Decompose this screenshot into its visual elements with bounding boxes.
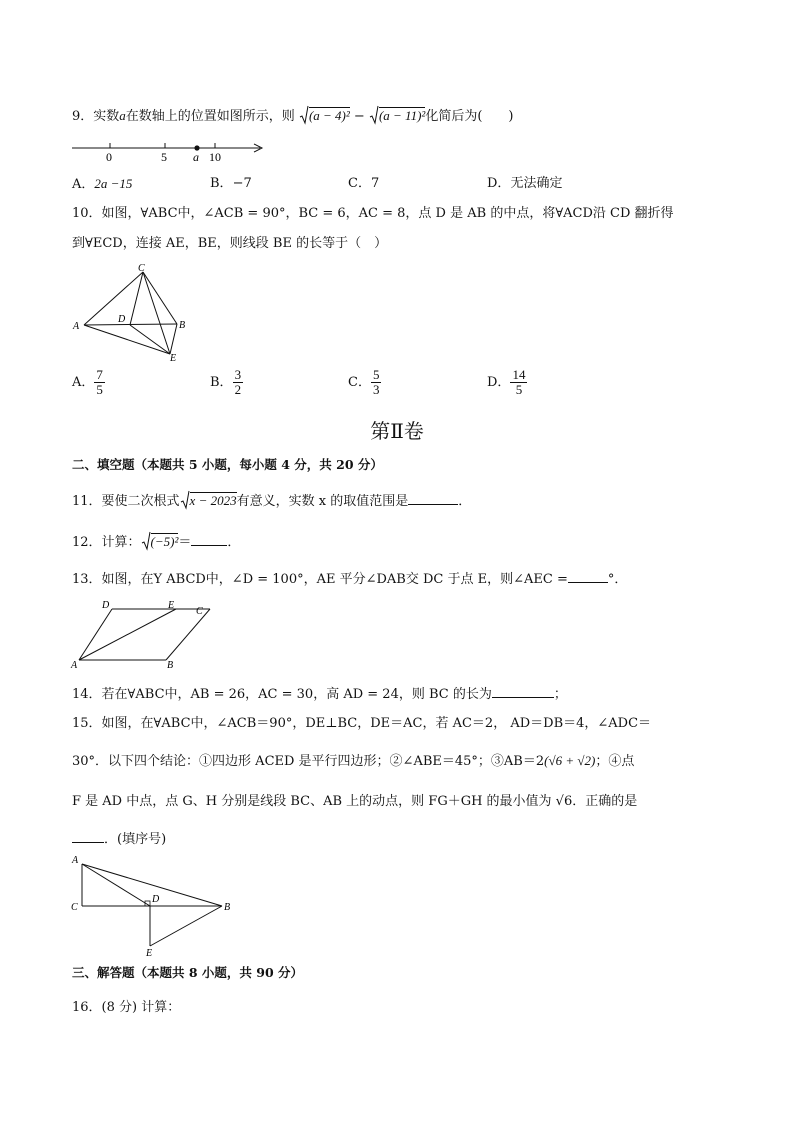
q9-mid: 在数轴上的位置如图所示，则: [125, 109, 295, 124]
q9-suffix: 化简后为( ): [425, 109, 514, 124]
q10-figure: [70, 262, 195, 362]
q15-stem-line4: ．(填序号): [72, 830, 166, 849]
q9-option-d: D．无法确定: [487, 176, 563, 191]
label-c: C: [196, 606, 203, 617]
q10-stem-line2: 到∀ECD，连接 AE，BE，则线段 BE 的长等于（ ）: [72, 236, 388, 251]
q9-option-b: B．−7: [210, 176, 252, 191]
tick-0: 0: [106, 150, 112, 164]
label-b: B: [224, 902, 231, 913]
q10-option-c: C． $\frac{5}{3}$: [348, 367, 380, 397]
q10-stem-line1: 10．如图，∀ABC中，∠ACB = 90°，BC = 6，AC = 8，点 D 是 AB 的中点，将∀ACD沿 CD 翻折得: [72, 206, 674, 221]
label-b: B: [179, 320, 186, 331]
tick-10: 10: [209, 150, 221, 164]
tick-a: a: [193, 150, 199, 164]
label-e: E: [170, 353, 177, 362]
label-d: D: [102, 600, 110, 611]
radical-icon: [369, 105, 379, 125]
label-e: E: [146, 948, 153, 958]
q11-radical: x − 2023: [180, 492, 237, 511]
q11-answer-blank[interactable]: [408, 492, 458, 505]
label-c: C: [71, 902, 78, 913]
label-e: E: [168, 600, 175, 611]
q9-prefix: 9．实数: [72, 109, 120, 124]
q9-radical-1: [299, 107, 350, 126]
label-a: A: [73, 321, 80, 332]
q15-stem-line2: 30°．以下四个结论：①四边形 ACED 是平行四边形；②∠ABE＝45°；③AB＝2(√6 + √2)；④点: [72, 753, 635, 769]
q9-stem: [72, 107, 513, 126]
q13-answer-blank[interactable]: [568, 570, 608, 583]
tick-5: 5: [161, 150, 167, 164]
label-d: D: [152, 894, 160, 905]
q9-option-a: A．2a −15: [72, 176, 133, 192]
radical-icon: [299, 105, 309, 125]
q12-radical: (−5)²: [141, 533, 179, 552]
radical-icon: [141, 531, 151, 551]
label-a: A: [71, 660, 78, 671]
q14-answer-blank[interactable]: [492, 685, 554, 698]
q15-stem-line3: F 是 AD 中点，点 G、H 分别是线段 BC、AB 上的动点，则 FG＋GH 的最小值为 √6．正确的是: [72, 794, 638, 809]
q9-var: a: [119, 108, 126, 123]
q14-stem: 14．若在∀ABC中，AB = 26，AC = 30，高 AD = 24，则 BC 的长为 ；: [72, 687, 567, 702]
part3-heading: 三、解答题（本题共 8 小题，共 90 分）: [72, 965, 304, 980]
q9-expr1: (a − 4)²: [308, 108, 350, 123]
q9-expr2: (a − 11)²: [378, 108, 426, 123]
label-b: B: [167, 660, 174, 671]
q11-stem: 11．要使二次根式 x − 2023有意义，实数 x 的取值范围是 ．: [72, 492, 471, 511]
q15-stem-line1: 15．如图，在∀ABC中，∠ACB＝90°，DE⊥BC，DE＝AC，若 AC＝2， AD＝DB＝4，∠ADC＝: [72, 716, 652, 731]
label-a: A: [72, 855, 79, 866]
q15-figure: [70, 854, 240, 958]
q9-radical-2: [369, 107, 425, 126]
label-d: D: [118, 314, 126, 325]
q16-stem: 16．(8 分) 计算：: [72, 1000, 181, 1015]
q10-option-d: D． $\frac{14}{5}$: [487, 367, 526, 397]
q13-stem: 13．如图，在Y ABCD中，∠D = 100°，AE 平分∠DAB交 DC 于点 E，则∠AEC = °．: [72, 572, 628, 587]
q15-answer-blank[interactable]: [72, 830, 104, 843]
q13-figure: [70, 598, 220, 672]
label-c: C: [138, 263, 145, 274]
q9-minus: −: [349, 109, 369, 124]
q10-option-b: B． $\frac{3}{2}$: [210, 367, 242, 397]
q12-answer-blank[interactable]: [191, 533, 227, 546]
q10-option-a: A． $\frac{7}{5}$: [72, 367, 103, 397]
radical-icon: [180, 490, 190, 510]
q9-number-line: [70, 138, 270, 166]
part2-heading: 二、填空题（本题共 5 小题，每小题 4 分，共 20 分）: [72, 457, 383, 472]
q9-option-c: C．7: [348, 176, 380, 191]
q12-stem: 12．计算： (−5)²＝ ．: [72, 533, 240, 552]
section-title: 第Ⅱ卷: [370, 419, 424, 443]
